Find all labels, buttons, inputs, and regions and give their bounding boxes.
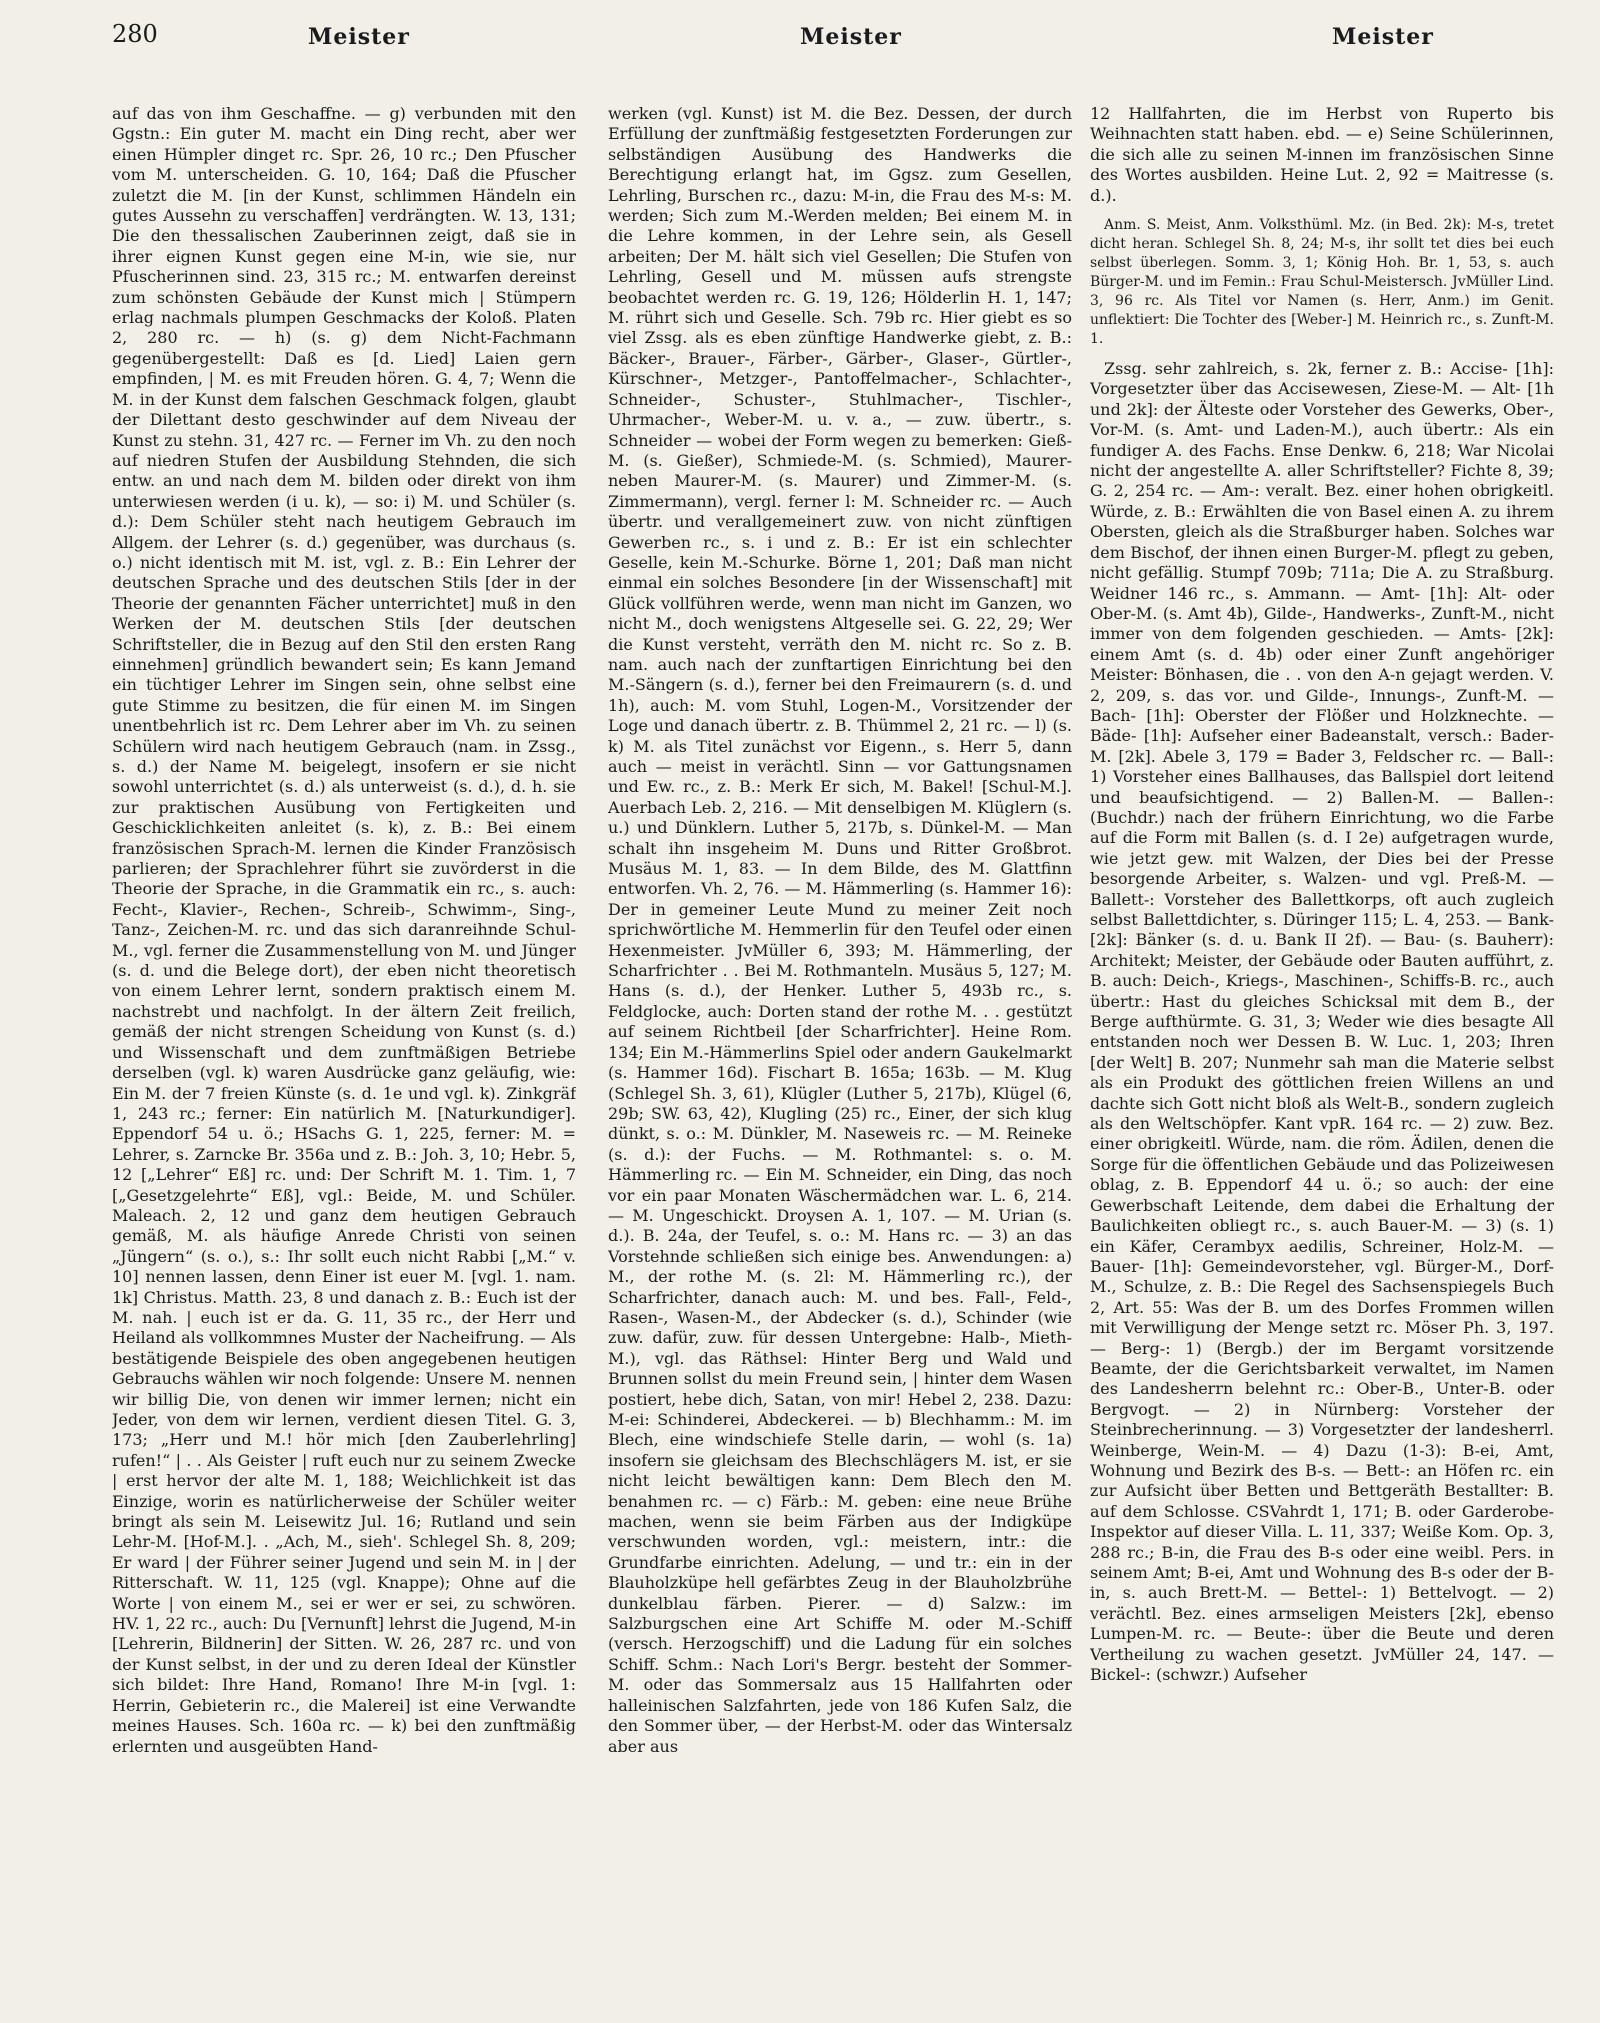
headword-right: Meister: [1332, 24, 1434, 50]
headword-center: Meister: [800, 24, 902, 50]
annotation-note: Anm. S. Meist, Anm. Volksthüml. Mz. (in Bed. 2k): M-s, tretet dicht heran. Schlegel Sh. 8, 24; M-s, ihr sollt tet dies bei euch selbst überlegen. Somm. 3, 1; König Hoh. Br. 1, 53, s. auch Bürger-M. und im Femin.: Frau Schul-Meistersch. JvMüller Lind. 3, 96 rc. Als Titel vor Namen (s. Herr, Anm.) im Genit. unflektiert: Die Tochter des [Weber-] M. Heinrich rc., s. Zunft-M. 1.: [1090, 217, 1554, 348]
running-head: [112, 20, 1576, 64]
entry-text: werken (vgl. Kunst) ist M. die Bez. Dessen, der durch Erfüllung der zunftmäßig festgesetzten Forderungen zur selbständigen Ausübung des Handwerks die Berechtigung erlangt hat, im Ggsz. zum Gesellen, Lehrling, Burschen rc., dazu: M-in, die Frau des M-s: M. werden; Sich zum M.-Werden melden; Bei einem M. in die Lehre kommen, in der Lehre sein, als Gesell arbeiten; Der M. hält sich viel Gesellen; Die Stufen von Lehrling, Gesell und M. müssen aufs strengste beobachtet werden rc. G. 19, 126; Hölderlin H. 1, 147; M. rührt sich und Geselle. Sch. 79b rc. Hier giebt es so viel Zssg. als es eben zünftige Handwerke giebt, z. B.: Bäcker-, Brauer-, Färber-, Gärber-, Glaser-, Gürtler-, Kürschner-, Metzger-, Pantoffelmacher-, Schlachter-, Schneider-, Schuster-, Stuhlmacher-, Tischler-, Uhrmacher-, Weber-M. u. v. a., — zuw. übertr., s. Schneider — wobei der Form wegen zu bemerken: Gieß-M. (s. Gießer), Schmiede-M. (s. Schmied), Maurer- neben Maurer-M. (s. Maurer) und Zimmer-M. (s. Zimmermann), vergl. ferner l: M. Schneider rc. — Auch übertr. und verallgemeinert zuw. von nicht zünftigen Gewerben rc., s. i und z. B.: Er ist ein schlechter Geselle, kein M.-Schurke. Börne 1, 201; Daß man nicht einmal ein solches Besondere [in der Wissenschaft] mit Glück vollführen werde, wenn man nicht im Ganzen, wo nicht M., doch wenigstens Altgeselle sei. G. 22, 29; Wer die Kunst versteht, verräth den M. nicht rc. So z. B. nam. auch nach der zunftartigen Einrichtung bei den M.-Sängern (s. d.), ferner bei den Freimaurern (s. d. und 1h), auch: M. vom Stuhl, Logen-M., Vorsitzender der Loge und danach übertr. z. B. Thümmel 2, 21 rc. — l) (s. k) M. als Titel zunächst vor Eigenn., s. Herr 5, dann auch — meist in verächtl. Sinn — vor Gattungsnamen und Ew. rc., z. B.: Merk Er sich, M. Bakel! [Schul-M.]. Auerbach Leb. 2, 216. — Mit denselbigen M. Klüglern (s. u.) und Dünklern. Luther 5, 217b, s. Dünkel-M. — Man schalt ihn insgeheim M. Duns und Ritter Großbrot. Musäus M. 1, 83. — In dem Bilde, des M. Glattfinn entworfen. Vh. 2, 76. — M. Hämmerling (s. Hammer 16): Der in gemeiner Leute Mund zu meiner Zeit noch sprichwörtliche M. Hemmerlin für den Teufel oder einen Hexenmeister. JvMüller 6, 393; M. Hämmerling, der Scharfrichter . . Bei M. Rothmanteln. Musäus 5, 127; M. Hans (s. d.), der Henker. Luther 5, 493b rc., s. Feldglocke, auch: Dorten stand der rothe M. . . gestützt auf seinem Richtbeil [der Scharfrichter]. Heine Rom. 134; Ein M.-Hämmerlins Spiel oder andern Gaukelmarkt (s. Hammer 16d). Fischart B. 165a; 163b. — M. Klug (Schlegel Sh. 3, 61), Klügler (Luther 5, 217b), Klügel (6, 29b; SW. 63, 42), Klugling (25) rc., Einer, der sich klug dünkt, s. o.: M. Dünkler, M. Naseweis rc. — M. Reineke (s. d.): der Fuchs. — M. Rothmantel: s. o. M. Hämmerling rc. — Ein M. Schneider, ein Ding, das noch vor ein paar Monaten Wäschermädchen war. L. 6, 214. — M. Ungeschickt. Droysen A. 1, 107. — M. Urian (s. d.). B. 24a, der Teufel, s. o.: M. Hans rc. — 3) an das Vorstehnde schließen sich einige bes. Anwendungen: a) M., der rothe M. (s. 2l: M. Hämmerling rc.), der Scharfrichter, danach auch: M. und bes. Fall-, Feld-, Rasen-, Wasen-M., der Abdecker (s. d.), Schinder (wie zuw. dafür, zuw. für dessen Untergebne: Halb-, Mieth-M.), vgl. das Räthsel: Hinter Berg und Wald und Brunnen sollst du mein Freund sein, | hinter dem Wasen postiert, hebe dich, Satan, von mir! Hebel 2, 238. Dazu: M-ei: Schinderei, Abdeckerei. — b) Blechhamm.: M. im Blech, eine windschiefe Stelle darin, — wohl (s. 1a) insofern sie gleichsam des Blechschlägers M. ist, er sie nicht leicht bewältigen kann: Dem Blech den M. benahmen rc. — c) Färb.: M. geben: eine neue Brühe machen, wenn sie beim Färben aus der Indigküpe verschwunden worden, vgl.: meistern, intr.: die Grundfarbe einrichten. Adelung, — und tr.: ein in der Blauholzküpe hell gefärbtes Zeug in der Blauholzbrühe dunkelblau färben. Pierer. — d) Salzw.: im Salzburgschen eine Art Schiffe M. oder M.-Schiff (versch. Herzogschiff) und die Ladung für ein solches Schiff. Schm.: Nach Lori's Bergr. besteht der Sommer-M. oder das Sommersalz aus 15 Hallfahrten oder halleinischen Salzfahrten, jede von 186 Kufen Salz, die den Sommer über, — der Herbst-M. oder das Wintersalz aber aus: [608, 104, 1072, 1756]
entry-text: auf das von ihm Geschaffne. — g) verbunden mit den Ggstn.: Ein guter M. macht ein Ding recht, aber wer einen Hümpler dinget rc. Spr. 26, 10 rc.; Den Pfuscher vom M. unterscheiden. G. 10, 164; Daß die Pfuscher zuletzt die M. [in der Kunst, schlimmen Händeln ein gutes Aussehn zu verschaffen] verdrängten. W. 13, 131; Die den thessalischen Zauberinnen zeigt, daß sie in ihrer eignen Kunst gegen eine M-in, wie sie, nur Pfuscherinnen sind. 23, 315 rc.; M. entwarfen dereinst zum schönsten Gebäude der Kunst mich | Stümpern erlag nachmals plumpen Geschmacks der Koloß. Platen 2, 280 rc. — h) (s. g) dem Nicht-Fachmann gegenübergestellt: Daß es [d. Lied] Laien gern empfinden, | M. es mit Freuden hören. G. 4, 7; Wenn die M. in der Kunst dem falschen Geschmack folgen, glaubt der Dilettant desto geschwinder auf dem Niveau der Kunst zu stehn. 31, 427 rc. — Ferner im Vh. zu den noch auf niedren Stufen der Ausbildung Stehnden, die sich entw. an und nach dem M. bilden oder direkt von ihm unterwiesen werden (i u. k), — so: i) M. und Schüler (s. d.): Dem Schüler steht nach heutigem Gebrauch im Allgem. der Lehrer (s. d.) gegenüber, was durchaus (s. o.) nicht identisch mit M. ist, vgl. z. B.: Ein Lehrer der deutschen Sprache und des deutschen Stils [der in der Theorie der genannten Fächer unterrichtet] muß in den Werken der M. deutschen Stils [der deutschen Schriftsteller, die in Bezug auf den Stil den ersten Rang einnehmen] gründlich bewandert sein; Es kann Jemand ein tüchtiger Lehrer im Singen sein, ohne selbst eine gute Stimme zu besitzen, die für einen M. im Singen unentbehrlich ist rc. Dem Lehrer aber im Vh. zu seinen Schülern wird nach heutigem Gebrauch (nam. in Zssg., s. d.) der Name M. beigelegt, insofern er sie nicht sowohl unterrichtet (s. d.) als unterweist (s. d.), d. h. sie zur praktischen Ausübung von Fertigkeiten und Geschicklichkeiten anleitet (s. k), z. B.: Bei einem französischen Sprach-M. lernen die Kinder Französisch parlieren; der Sprachlehrer führt sie zuvörderst in die Theorie der Sprache, in die Grammatik ein rc., s. auch: Fecht-, Klavier-, Rechen-, Schreib-, Schwimm-, Sing-, Tanz-, Zeichen-M. rc. und das sich daranreihnde Schul-M., vgl. ferner die Zusammenstellung von M. und Jünger (s. d. und die Belege dort), der eben nicht theoretisch von einem Lehrer lernt, sondern praktisch einem M. nachstrebt und nachfolgt. In der ältern Zeit freilich, gemäß der nicht strengen Scheidung von Kunst (s. d.) und Wissenschaft und dem zunftmäßigen Betriebe derselben (vgl. k) waren Ausdrücke ganz geläufig, wie: Ein M. der 7 freien Künste (s. d. 1e und vgl. k). Zinkgräf 1, 243 rc.; ferner: Ein natürlich M. [Naturkundiger]. Eppendorf 54 u. ö.; HSachs G. 1, 225, ferner: M. = Lehrer, s. Zarncke Br. 356a und z. B.: Joh. 3, 10; Hebr. 5, 12 [„Lehrer“ Eß] rc. und: Der Schrift M. 1. Tim. 1, 7 [„Gesetzgelehrte“ Eß], vgl.: Beide, M. und Schüler. Maleach. 2, 12 und ganz dem heutigen Gebrauch gemäß, M. als häufige Anrede Christi von seinen „Jüngern“ (s. o.), s.: Ihr sollt euch nicht Rabbi [„M.“ v. 10] nennen lassen, denn Einer ist euer M. [vgl. 1. nam. 1k] Christus. Matth. 23, 8 und danach z. B.: Euch ist der M. nah. | euch ist er da. G. 11, 35 rc., der Herr und Heiland als vollkommnes Muster der Nacheifrung. — Als bestätigende Beispiele des oben angegebenen heutigen Gebrauchs wählen wir noch folgende: Unsere M. nennen wir billig Die, von denen wir immer lernen; nicht ein Jeder, von dem wir lernen, verdient diesen Titel. G. 3, 173; „Herr und M.! hör mich [den Zauberlehrling] rufen!“ | . . Als Geister | ruft euch nur zu seinem Zwecke | erst hervor der alte M. 1, 188; Weichlichkeit ist das Einzige, worin es natürlicherweise der Schüler weiter bringt als sein M. Leisewitz Jul. 16; Rutland und sein Lehr-M. [Hof-M.]. . „Ach, M., sieh'. Schlegel Sh. 8, 209; Er ward | der Führer seiner Jugend und sein M. in | der Ritterschaft. W. 11, 125 (vgl. Knappe); Ohne auf die Worte | von einem M., sei er wer er sei, zu schwören. HV. 1, 22 rc., auch: Du [Vernunft] lehrst die Jugend, M-in [Lehrerin, Bildnerin] der Sitten. W. 26, 287 rc. und von der Kunst selbst, in der und zu deren Ideal der Künstler sich bildet: Ihre Hand, Romano! Ihre M-in [vgl. 1: Herrin, Gebieterin rc., die Malerei] ist eine Verwandte meines Hauses. Sch. 160a rc. — k) bei den zunftmäßig erlernten und ausgeübten Hand-: [112, 104, 576, 1756]
page-number: 280: [112, 20, 158, 48]
text-column-middle: [608, 104, 1072, 2004]
text-column-left: [112, 104, 576, 2004]
text-column-right: [1090, 104, 1554, 2004]
entry-text: 12 Hallfahrten, die im Herbst von Ruperto bis Weihnachten statt haben. ebd. — e) Seine Schülerinnen, die sich alle zu seinen M-innen im französischen Sinne des Wortes ausbilden. Heine Lut. 2, 92 = Maitresse (s. d.).: [1090, 104, 1554, 205]
compounds-section: Zssg. sehr zahlreich, s. 2k, ferner z. B.: Accise- [1h]: Vorgesetzter über das Accisewesen, Ziese-M. — Alt- [1h und 2k]: der Älteste oder Vorsteher des Gewerks, Ober-, Vor-M. (s. Amt- und Laden-M.), auch übertr.: Als ein fundiger A. des Fachs. Ense Denkw. 6, 218; War Nicolai nicht der angestellte A. aller Schriftsteller? Fichte 8, 39; G. 2, 254 rc. — Am-: veralt. Bez. einer hohen obrigkeitl. Würde, z. B.: Erwählten die von Basel einen A. zu ihrem Obersten, gleich als die Straßburger haben. Solches war dem Bischof, der ihnen einen Burger-M. pflegt zu geben, nicht gefällig. Stumpf 709b; 711a; Die A. zu Straßburg. Weidner 146 rc., s. Ammann. — Amt- [1h]: Alt- oder Ober-M. (s. Amt 4b), Gilde-, Handwerks-, Zunft-M., nicht immer von dem folgenden geschieden. — Amts- [2k]: einem Amt (s. d. 4b) oder einer Zunft angehöriger Meister: Bönhasen, die . . von den A-n gejagt werden. V. 2, 209, s. das vor. und Gilde-, Innungs-, Zunft-M. — Bach- [1h]: Oberster der Flößer und Holzknechte. — Bäde- [1h]: Aufseher einer Badeanstalt, versch.: Bader-M. [2k]. Abele 3, 179 = Bader 3, Feldscher rc. — Ball-: 1) Vorsteher eines Ballhauses, das Ballspiel dort leitend und beaufsichtigend. — 2) Ballen-M. — Ballen-: (Buchdr.) nach der frühern Einrichtung, wo die Farbe auf die Form mit Ballen (s. d. I 2e) aufgetragen wurde, wie jetzt gew. mit Walzen, der Dies bei der Presse besorgende Arbeiter, s. Walzen- und vgl. Preß-M. — Ballett-: Vorsteher des Ballettkorps, oft auch zugleich selbst Ballettdichter, s. Düringer 115; L. 4, 253. — Bank- [2k]: Bänker (s. d. u. Bank II 2f). — Bau- (s. Bauherr): Architekt; Meister, der Gebäude oder Bauten aufführt, z. B. auch: Deich-, Kriegs-, Maschinen-, Schiffs-B. rc., auch übertr.: Hast du gleiches Schicksal mit dem B., der Berge aufthürmte. G. 31, 3; Weder wie dies besagte All entstanden noch wer Dessen B. W. Luc. 1, 203; Ihren [der Welt] B. 207; Nunmehr sah man die Materie selbst als ein Produkt des göttlichen freien Willens an und dachte sich Gott nicht bloß als Welt-B., sondern zugleich als den Weltschöpfer. Kant vpR. 164 rc. — 2) zuw. Bez. einer obrigkeitl. Würde, nam. die röm. Ädilen, denen die Sorge für die öffentlichen Gebäude und das Polizeiwesen oblag, z. B. Eppendorf 44 u. ö.; so auch: der eine Gewerbschaft Leitende, dem dabei die Erhaltung der Baulichkeiten obliegt rc., s. auch Bauer-M. — 3) (s. 1) ein Käfer, Cerambyx aedilis, Schreiner, Holz-M. — Bauer- [1h]: Gemeindevorsteher, vgl. Bürger-M., Dorf-M., Schulze, z. B.: Die Regel des Sachsenspiegels Buch 2, Art. 55: Was der B. um des Dorfes Frommen willen mit Verwilligung der Menge setzt rc. Möser Ph. 3, 197. — Berg-: 1) (Bergb.) der im Bergamt vorsitzende Beamte, der die Gerichtsbarkeit verwaltet, im Namen des Landesherrn belehnt rc.: Ober-B., Unter-B. oder Bergvogt. — 2) in Nürnberg: Vorsteher der Steinbrecherinnung. — 3) Vorgesetzter der landesherrl. Weinberge, Wein-M. — 4) Dazu (1-3): B-ei, Amt, Wohnung und Bezirk des B-s. — Bett-: an Höfen rc. ein zur Aufsicht über Betten und Bettgeräth Bestallter: B. auf dem Schlosse. CSVahrdt 1, 171; B. oder Garderobe-Inspektor auf dieser Villa. L. 11, 337; Weiße Kom. Op. 3, 288 rc.; B-in, die Frau des B-s oder eine weibl. Pers. in seinem Amt; B-ei, Amt und Wohnung des B-s oder der B-in, s. auch Brett-M. — Bettel-: 1) Bettelvogt. — 2) verächtl. Bez. eines armseligen Meisters [2k], ebenso Lumpen-M. rc. — Beute-: über die Beute und deren Vertheilung zu wachen gesetzt. JvMüller 24, 147. — Bickel-: (schwzr.) Aufseher: [1090, 359, 1554, 1685]
headword-left: Meister: [308, 24, 410, 50]
